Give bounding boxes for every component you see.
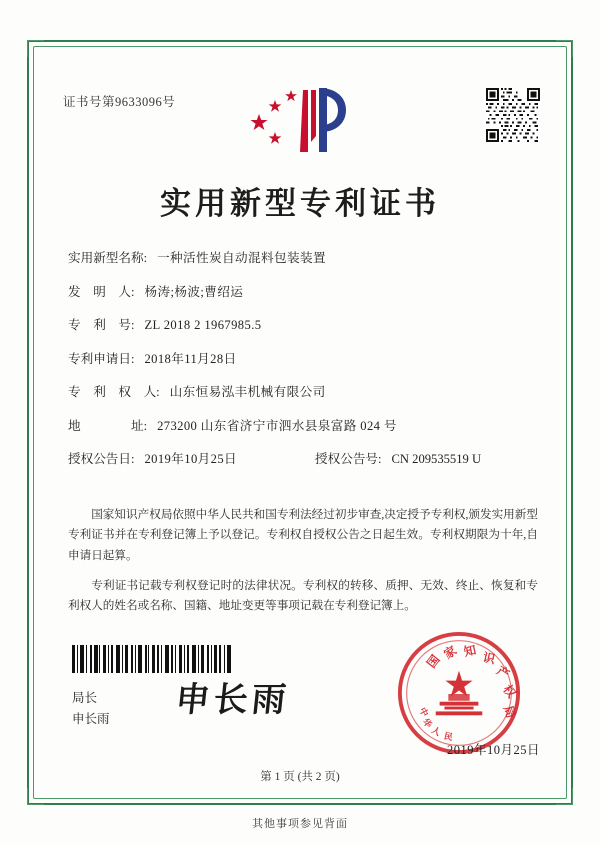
field-label: 专 利 权 人: — [68, 385, 160, 399]
legal-text-block — [68, 505, 538, 626]
corner-ornament-top-right — [556, 40, 573, 57]
svg-text:局: 局 — [500, 703, 519, 720]
field-list — [68, 250, 540, 485]
director-title: 局长 — [72, 691, 98, 705]
svg-text:中: 中 — [416, 706, 430, 719]
svg-text:人: 人 — [429, 725, 442, 739]
svg-text:知: 知 — [462, 642, 478, 660]
field-value: 2018年11月28日 — [144, 351, 237, 366]
grant-date-label: 授权公告日: — [68, 452, 135, 466]
field-value: ZL 2018 2 1967985.5 — [144, 318, 262, 332]
svg-text:产: 产 — [494, 663, 512, 682]
official-seal — [396, 630, 522, 756]
corner-ornament-bottom-left — [27, 788, 44, 805]
field-label: 专利申请日: — [68, 351, 135, 366]
field-row-application-date — [68, 351, 540, 368]
qr-code-icon — [486, 88, 540, 142]
field-row-inventors — [68, 284, 540, 301]
director-signature: 申长雨 — [173, 680, 292, 720]
field-row-patent-number — [68, 317, 540, 334]
legal-paragraph-2: 专利证书记载专利权登记时的法律状况。专利权的转移、质押、无效、终止、恢复和专利权人的姓名或名称、国籍、地址变更等事项记载在专利登记簿上。 — [68, 578, 538, 613]
field-label: 发 明 人: — [68, 284, 135, 299]
field-value: 273200 山东省济宁市泗水县泉富路 024 号 — [157, 418, 397, 433]
field-value: 杨涛;杨波;曹绍运 — [144, 284, 244, 299]
page-number: 第 1 页 (共 2 页) — [260, 771, 340, 783]
field-label: 地 址: — [68, 418, 148, 433]
barcode — [72, 645, 277, 673]
field-row-utility-model-name — [68, 250, 540, 267]
grant-number-label: 授权公告号: — [315, 452, 382, 466]
grant-date-value: 2019年10月25日 — [144, 452, 238, 466]
legal-paragraph-1: 国家知识产权局依照中华人民共和国专利法经过初步审查,决定授予专利权,颁发实用新型专利证书并在专利登记簿上予以登记。专利权自授权公告之日起生效。专利权期限为十年,自申请日起算。 — [68, 508, 538, 562]
footer-note: 其他事项参见背面 — [252, 818, 348, 830]
seal-date: 2019年10月25日 — [446, 743, 540, 757]
svg-text:民: 民 — [442, 731, 454, 744]
svg-text:华: 华 — [420, 717, 434, 731]
field-row-address — [68, 418, 540, 435]
svg-text:国: 国 — [424, 652, 443, 671]
field-row-patentee — [68, 384, 540, 401]
certificate-number: 证书号第9633096号 — [63, 95, 176, 109]
director-label — [72, 688, 110, 729]
field-row-grant-announcement — [68, 451, 540, 468]
corner-ornament-top-left — [27, 40, 44, 57]
svg-text:识: 识 — [481, 650, 497, 667]
document-title: 实用新型专利证书 — [160, 186, 440, 222]
svg-text:家: 家 — [441, 643, 460, 662]
corner-ornament-bottom-right — [556, 788, 573, 805]
patent-office-logo-icon — [245, 84, 355, 160]
field-label: 专 利 号: — [68, 318, 135, 332]
grant-number-value: CN 209535519 U — [391, 452, 482, 466]
director-name: 申长雨 — [72, 711, 110, 726]
field-value: 一种活性炭自动混料包装装置 — [157, 251, 326, 265]
field-label: 实用新型名称: — [68, 251, 148, 265]
svg-text:权: 权 — [500, 682, 519, 701]
field-value: 山东恒易泓丰机械有限公司 — [169, 385, 326, 399]
